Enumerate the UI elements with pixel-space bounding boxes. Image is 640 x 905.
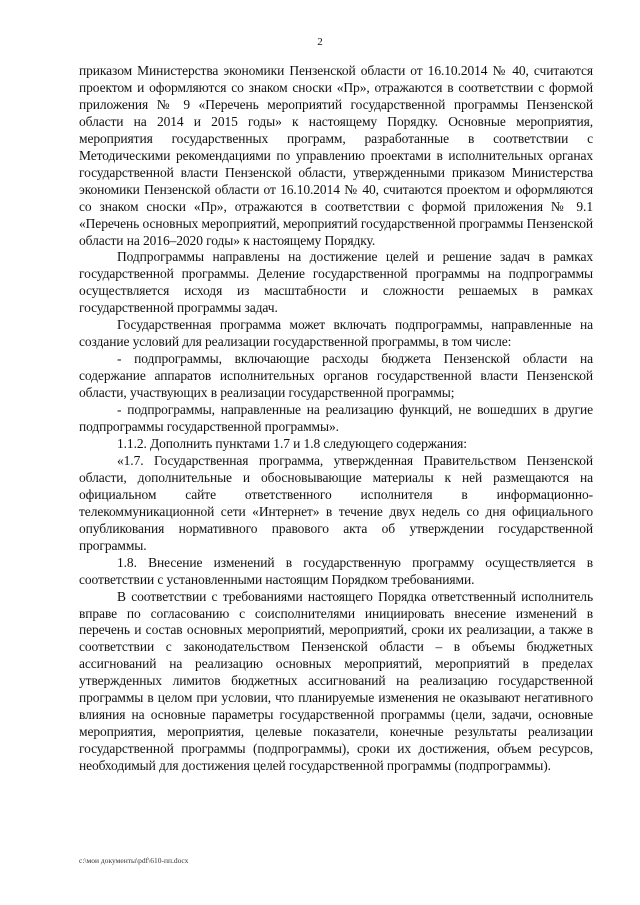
page-number: 2: [317, 36, 323, 48]
paragraph: 1.1.2. Дополнить пунктами 1.7 и 1.8 следующего содержания:: [117, 435, 467, 451]
footer-file-path: c:\мои документы\pdf\610-пп.docx: [79, 856, 189, 865]
paragraph: В соответствии с требованиями настоящего Порядка ответственный исполнитель вправе по согласованию с соисполнителями инициировать внесение изменений в перечень и состав основных мероприятий, мероприятий, сроки их реализации, а также в соответствии с законодательством Пензенской области – в объемы бюджетных ассигнований на реализацию основных мероприятий, мероприятий в пределах утвержденных лимитов бюджетных ассигнований на реализацию государственной программы в целом при условии, что планируемые изменения не оказывают негативного влияния на основные параметры государственной программы (цели, задачи, основные мероприятия, мероприятия, целевые показатели, конечные результаты реализации государственной программы (подпрограммы), сроки их достижения, объем ресурсов, необходимый для достижения целей государственной программы (подпрограммы).: [79, 588, 593, 774]
paragraph: приказом Министерства экономики Пензенской области от 16.10.2014 № 40, считаются проектом и оформляются со знаком сноски «Пр», отражаются в соответствии с формой приложения № 9 «Перечень мероприятий государственной программы Пензенской области на 2014 и 2015 годы» к настоящему Порядку. Основные мероприятия, мероприятия государственных программ, разработанные в соответствии с Методическими рекомендациями по управлению проектами в исполнительных органах государственной власти Пензенской области, утвержденными приказом Министерства экономики Пензенской области от 16.10.2014 № 40, считаются проектом и оформляются со знаком сноски «Пр», отражаются в соответствии с формой приложения № 9.1 «Перечень основных мероприятий, мероприятий государственной программы Пензенской области на 2016–2020 годы» к настоящему Порядку.: [79, 63, 593, 248]
list-item: - подпрограммы, включающие расходы бюджета Пензенской области на содержание аппаратов исполнительных органов государственной власти Пензенской области, участвующих в реализации государственной программы;: [79, 351, 593, 401]
paragraph: 1.8. Внесение изменений в государственную программу осуществляется в соответствии с установленными настоящим Порядком требованиями.: [79, 554, 593, 587]
list-item: - подпрограммы, направленные на реализацию функций, не вошедших в другие подпрограммы государственной программы».: [79, 402, 593, 435]
paragraph: Подпрограммы направлены на достижение целей и решение задач в рамках государственной программы. Деление государственной программы на подпрограммы осуществляется исходя из масштабности и сложности решаемых в рамках государственной программы задач.: [79, 249, 593, 316]
paragraph: Государственная программа может включать подпрограммы, направленные на создание условий для реализации государственной программы, в том числе:: [79, 317, 593, 350]
paragraph: «1.7. Государственная программа, утвержденная Правительством Пензенской области, дополнительные и обосновывающие материалы к ней размещаются на официальном сайте ответственного исполнителя в информационно-телекоммуникационной сети «Интернет» в течение двух недель со дня официального опубликования нормативного правового акта об утверждении государственной программы.: [79, 452, 593, 553]
document-body: [79, 63, 593, 775]
